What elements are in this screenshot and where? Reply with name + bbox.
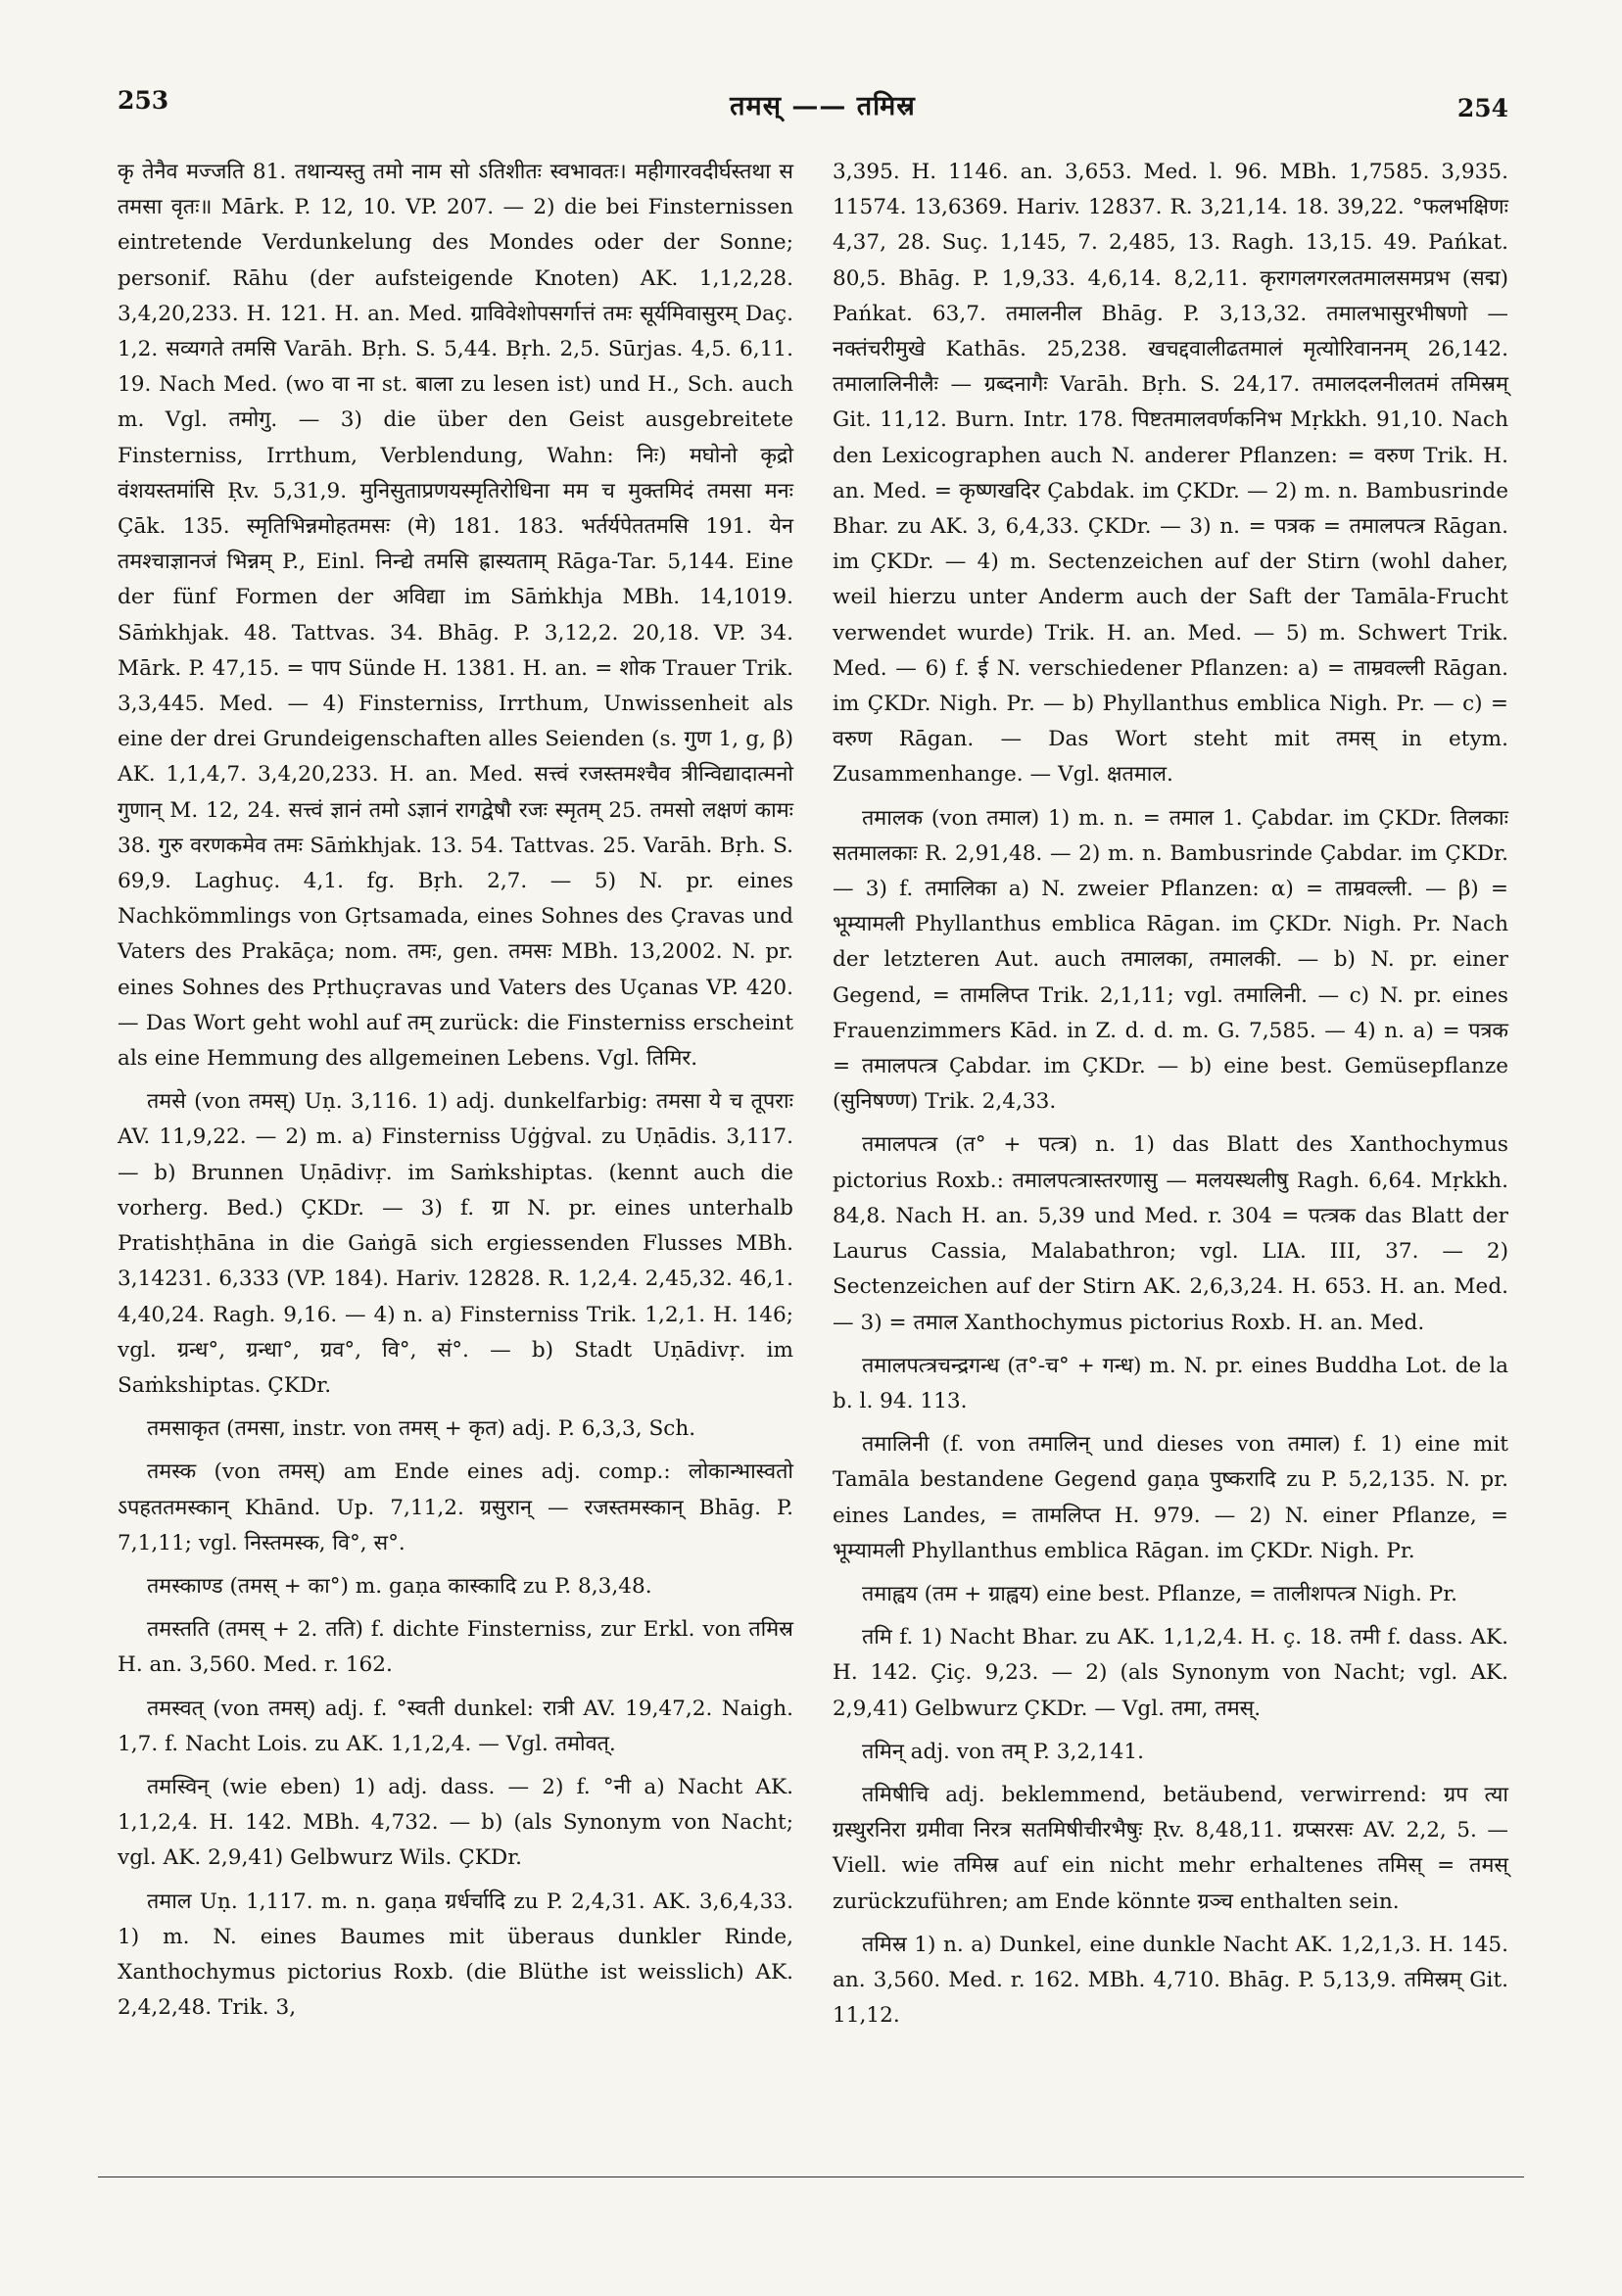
right-column [833,155,1508,2041]
entry-tamasa: तमसे (von तमस्) Uṇ. 3,116. 1) adj. dunkelfarbig: तमसा ये च तूपराः AV. 11,9,22. — 2) m. a) Finsterniss Uġġval. zu Uṇādis. 3,117. — b) Brunnen Uṇādivṛ. im Saṁkshiptas. (kennt auch die vorherg. Bed.) ÇKDr. — 3) f. ग्रा N. pr. eines unterhalb Pratishṭhāna in die Gaṅgā sich ergiessenden Flusses MBh. 3,14231. 6,333 (VP. 184). Hariv. 12828. R. 1,2,4. 2,45,32. 46,1. 4,40,24. Ragh. 9,16. — 4) n. a) Finsterniss Trik. 1,2,1. H. 146; vgl. ग्रन्ध°, ग्रन्धा°, ग्रव°, वि°, सं°. — b) Stadt Uṇādivṛ. im Saṁkshiptas. ÇKDr. [118,1089,793,1398]
entry-tamalapattracandragandha: तमालपत्त्रचन्द्रगन्ध (त°-च° + गन्ध) m. N. pr. eines Buddha Lot. de la b. l. 94. 113. [833,1353,1508,1413]
running-header [118,86,1508,131]
running-title: तमस् —— तमिस्र [730,91,916,121]
entry-tamalaka: तमालक (von तमाल) 1) m. n. = तमाल 1. Çabdar. im ÇKDr. तिलकाः सतमालकाः R. 2,91,48. — 2) m. n. Bambusrinde Çabdar. im ÇKDr. — 3) f. तमालिका a) N. zweier Pflanzen: α) = ताम्रवल्ली. — β) = भूम्यामली Phyllanthus emblica Rāgan. im ÇKDr. Nigh. Pr. Nach der letzteren Aut. auch तमालका, तमालकी. — b) N. pr. einer Gegend, = तामलिप्त Trik. 2,1,11; vgl. तमालिनी. — c) N. pr. eines Frauenzimmers Kād. in Z. d. d. m. G. 7,585. — 4) n. a) = पत्रक = तमालपत्त्र Çabdar. im ÇKDr. — b) eine best. Gemüsepflanze (सुनिषण्ण) Trik. 2,4,33. [833,805,1508,1115]
entry-tamalapattra: तमालपत्त्र (त° + पत्त्र) n. 1) das Blatt des Xanthochymus pictorius Roxb.: तमालपत्त्रास्तरणासु — मलयस्थलीषु Ragh. 6,64. Mṛkkh. 84,8. Nach H. an. 5,39 und Med. r. 304 = पत्त्रक das Blatt der Laurus Cassia, Malabathron; vgl. LIA. III, 37. — 2) Sectenzeichen auf der Stirn AK. 2,6,3,24. H. 653. H. an. Med. — 3) = तमाल Xanthochymus pictorius Roxb. H. an. Med. [833,1132,1508,1335]
page-number-left: 253 [118,86,169,115]
entry-tamastati: तमस्तति (तमस् + 2. तति) f. dichte Finsterniss, zur Erkl. von तमिस्र H. an. 3,560. Med. r. 162. [118,1617,793,1678]
entry-continuation: कृ तेनैव मज्जति 81. तथान्यस्तु तमो नाम सो ऽतिशीतः स्वभावतः। महीगारवदीर्घस्तथा स तमसा वृतः॥ Mārk. P. 12, 10. VP. 207. — 2) die bei Finsternissen eintretende Verdunkelung des Mondes oder der Sonne; personif. Rāhu (der aufsteigende Knoten) AK. 1,1,2,28. 3,4,20,233. H. 121. H. an. Med. ग्राविवेशोपसर्गात्तं तमः सूर्यमिवासुरम् Daç. 1,2. सव्यगते तमसि Varāh. Bṛh. S. 5,44. Bṛh. 2,5. Sūrjas. 4,5. 6,11. 19. Nach Med. (wo वा ना st. बाला zu lesen ist) und H., Sch. auch m. Vgl. तमोगु. — 3) die über den Geist ausgebreitete Finsterniss, Irrthum, Verblendung, Wahn: निः) मघोनो कृद्रो वंशयस्तमांसि Ṛv. 5,31,9. मुनिसुताप्रणयस्मृतिरोधिना मम च मुक्तमिदं तमसा मनः Çāk. 135. स्मृतिभिन्नमोहतमसः (मे) 181. 183. भर्तर्यपेततमसि 191. येन तमश्चाज्ञानजं भिन्नम् P., Einl. निन्द्ये तमसि ह्रास्यताम् Rāga-Tar. 5,144. Eine der fünf Formen der अविद्या im Sāṁkhja MBh. 14,1019. Sāṁkhjak. 48. Tattvas. 34. Bhāg. P. 3,12,2. 20,18. VP. 34. Mārk. P. 47,15. = पाप Sünde H. 1381. H. an. = शोक Trauer Trik. 3,3,445. Med. — 4) Finsterniss, Irrthum, Unwissenheit als eine der drei Grundeigenschaften alles Seienden (s. गुण 1, g, β) AK. 1,1,4,7. 3,4,20,233. H. an. Med. सत्त्वं रजस्तमश्चैव त्रीन्विद्यादात्मनो गुणान् M. 12, 24. सत्त्वं ज्ञानं तमो ऽज्ञानं रागद्वेषौ रजः स्मृतम् 25. तमसो लक्षणं कामः 38. गुरु वरणकमेव तमः Sāṁkhjak. 13. 54. Tattvas. 25. Varāh. Bṛh. S. 69,9. Laghuç. 4,1. fg. Bṛh. 2,7. — 5) N. pr. eines Nachkömmlings von Gṛtsamada, eines Sohnes des Çravas und Vaters des Prakāça; nom. तमः, gen. तमसः MBh. 13,2002. N. pr. eines Sohnes des Pṛthuçravas und Vaters des Uçanas VP. 420. — Das Wort geht wohl auf तम् zurück: die Finsterniss erscheint als eine Hemmung des allgemeinen Lebens. Vgl. तिमिर. [118,160,793,1072]
entry-tami: तमि f. 1) Nacht Bhar. zu AK. 1,1,2,4. H. ç. 18. तमी f. dass. AK. H. 142. Çiç. 9,23. — 2) (als Synonym von Nacht; vgl. AK. 2,9,41) Gelbwurz ÇKDr. — Vgl. तमा, तमस्. [833,1625,1508,1721]
entry-tamasakrta: तमसाकृत (तमसा, instr. von तमस् + कृत) adj. P. 6,3,3, Sch. [147,1416,696,1442]
entry-tamasvin: तमस्विन् (wie eben) 1) adj. dass. — 2) f. °नी a) Nacht AK. 1,1,2,4. H. 142. MBh. 4,732. — b) (als Synonym von Nacht; vgl. AK. 2,9,41) Gelbwurz Wils. ÇKDr. [118,1774,793,1871]
entry-tamaskanda: तमस्काण्ड (तमस् + का°) m. gaṇa कास्कादि zu P. 8,3,48. [147,1573,652,1599]
entry-tamala-continuation: 3,395. H. 1146. an. 3,653. Med. l. 96. MBh. 1,7585. 3,935. 11574. 13,6369. Hariv. 12837. R. 3,21,14. 18. 39,22. °फलभक्षिणः 4,37, 28. Suç. 1,145, 7. 2,485, 13. Ragh. 13,15. 49. Pańkat. 80,5. Bhāg. P. 1,9,33. 4,6,14. 8,2,11. कृरागलगरलतमालसमप्रभ (सद्म) Pańkat. 63,7. तमालनील Bhāg. P. 3,13,32. तमालभासुरभीषणो — नक्तंचरीमुखे Kathās. 25,238. खचद्दवालीढतमालं मृत्योरिवाननम् 26,142. तमालालिनीलैः — ग्रब्दनागैः Varāh. Bṛh. S. 24,17. तमालदलनीलतमं तमिस्रम् Git. 11,12. Burn. Intr. 178. पिष्टतमालवर्णकनिभ Mṛkkh. 91,10. Nach den Lexicographen auch N. anderer Pflanzen: = वरुण Trik. H. an. Med. = कृष्णखदिर Çabdak. im ÇKDr. — 2) m. n. Bambusrinde Bhar. zu AK. 3, 6,4,33. ÇKDr. — 3) n. = पत्रक = तमालपत्त्र Rāgan. im ÇKDr. — 4) m. Sectenzeichen auf der Stirn (wohl daher, weil hierzu unter Anderm auch der Saft der Tamāla-Frucht verwendet wurde) Trik. H. an. Med. — 5) m. Schwert Trik. Med. — 6) f. ई N. verschiedener Pflanzen: a) = ताम्रवल्ली Rāgan. im ÇKDr. Nigh. Pr. — b) Phyllanthus emblica Nigh. Pr. — c) = वरुण Rāgan. — Das Wort steht mit तमस् in etym. Zusammenhange. — Vgl. क्षतमाल. [833,160,1508,788]
entry-tamasvat: तमस्वत् (von तमस्) adj. f. °स्वती dunkel: रात्री AV. 19,47,2. Naigh. 1,7. f. Nacht Lois. zu AK. 1,1,2,4. — Vgl. तमोवत्. [118,1696,793,1756]
left-column [118,155,793,2033]
entry-tamala: तमाल Uṇ. 1,117. m. n. gaṇa ग्रर्धर्चादि zu P. 2,4,31. AK. 3,6,4,33. 1) m. N. eines Baumes mit überaus dunkler Rinde, Xanthochymus pictorius Roxb. (die Blüthe ist weisslich) AK. 2,4,2,48. Trik. 3, [118,1889,793,2021]
entry-tamishici: तमिषीचि adj. beklemmend, betäubend, verwirrend: ग्रप त्या ग्रस्थुरनिरा ग्रमीवा निरत्र सतमिषीचीरभैषुः Ṛv. 8,48,11. ग्रप्सरसः AV. 2,2, 5. — Viell. wie तमिस्र auf ein nicht mehr erhaltenes तमिस् = तमस् zurückzuführen; am Ende könnte ग्रञ्च enthalten sein. [833,1782,1508,1914]
entry-tamalini: तमालिनी (f. von तमालिन् und dieses von तमाल) f. 1) eine mit Tamāla bestandene Gegend gaṇa पुष्करादि zu P. 5,2,135. N. pr. eines Landes, = तामलिप्त H. 979. — 2) N. einer Pflanze, = भूम्यामली Phyllanthus emblica Rāgan. im ÇKDr. Nigh. Pr. [833,1432,1508,1563]
entry-tamin: तमिन् adj. von तम् P. 3,2,141. [862,1739,1145,1764]
page-number-right: 254 [1456,94,1508,122]
entry-tamahvaya: तमाह्वय (तम + ग्राह्वय) eine best. Pflanze, = तालीशपत्त्र Nigh. Pr. [862,1581,1458,1606]
footer-rule [98,2176,1524,2177]
entry-tamaska: तमस्क (von तमस्) am Ende eines adj. comp.: लोकान्भास्वतो ऽपहततमस्कान् Khānd. Up. 7,11,2. ग्रसुरान् — रजस्तमस्कान् Bhāg. P. 7,1,11; vgl. निस्तमस्क, वि°, स°. [118,1459,793,1555]
entry-tamisra: तमिस्र 1) n. a) Dunkel, eine dunkle Nacht AK. 1,2,1,3. H. 145. an. 3,560. Med. r. 162. MBh. 4,710. Bhāg. P. 5,13,9. तमिस्रम् Git. 11,12. [833,1932,1508,2029]
